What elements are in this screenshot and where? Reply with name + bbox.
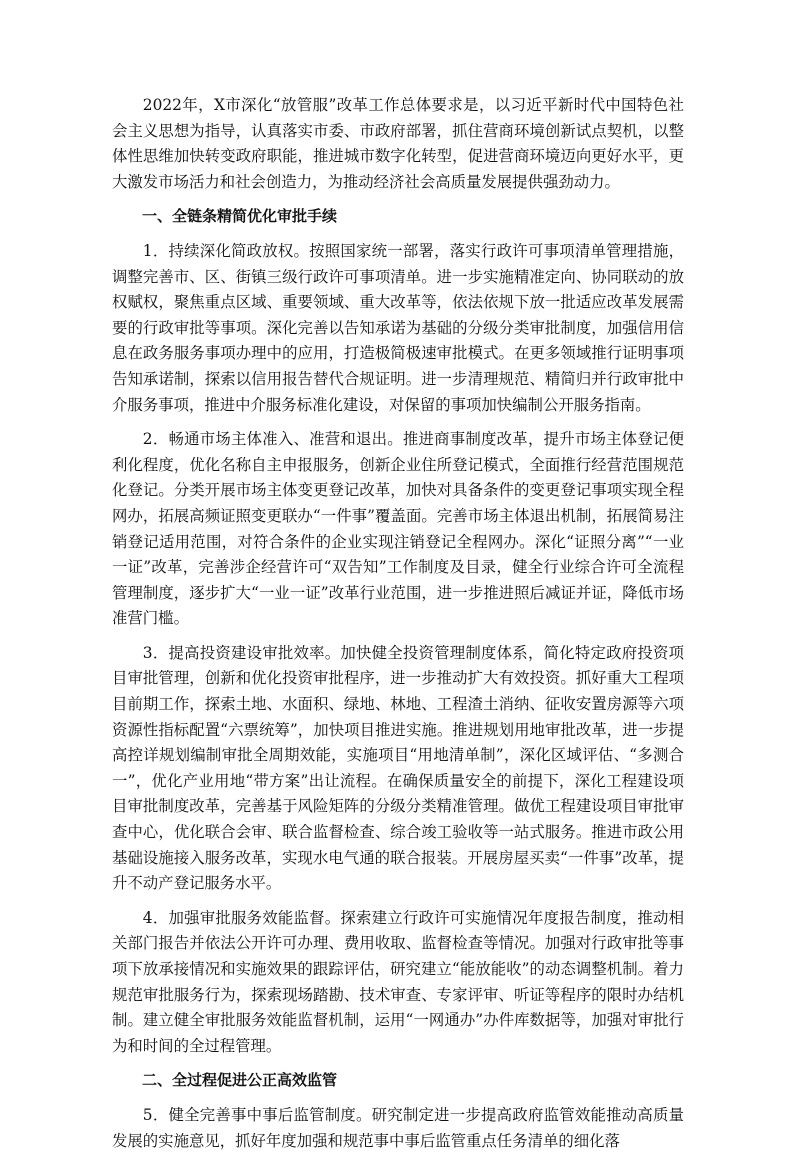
section-heading-1: 一、全链条精简优化审批手续 bbox=[142, 207, 338, 226]
document-page bbox=[112, 93, 684, 1163]
paragraph-item-4: 4．加强审批服务效能监督。探索建立行政许可实施情况年度报告制度，推动相关部门报告并依法公开许可办理、费用收取、监督检查等情况。加强对行政审批等事项下放承接情况和实施效果的跟踪评估，研究建立“能放能收”的动态调整机制。着力规范审批服务行为，探索现场踏勘、技术审查、专家评审、听证等程序的限时办结机制。建立健全审批服务效能监督机制，运用“一网通办”办件库数据等，加强对审批行为和时间的全过程管理。 bbox=[112, 908, 684, 1055]
paragraph-item-2: 2．畅通市场主体准入、准营和退出。推进商事制度改革，提升市场主体登记便利化程度，优化名称自主申报服务，创新企业住所登记模式，全面推行经营范围规范化登记。分类开展市场主体变更登记改革，加快对具备条件的变更登记事项实现全程网办，拓展高频证照变更联办“一件事”覆盖面。完善市场主体退出机制，拓展简易注销登记适用范围，对符合条件的企业实现注销登记全程网办。深化“证照分离”“一业一证”改革，完善涉企经营许可“双告知”工作制度及目录，健全行业综合许可全流程管理制度，逐步扩大“一业一证”改革行业范围，进一步推进照后减证并证，降低市场准营门槛。 bbox=[112, 430, 684, 628]
paragraph-item-3: 3．提高投资建设审批效率。加快健全投资管理制度体系，简化特定政府投资项目审批管理，创新和优化投资审批程序，进一步推动扩大有效投资。抓好重大工程项目前期工作，探索土地、水面积、绿地、林地、工程渣土消纳、征收安置房源等六项资源性指标配置“六票统筹”，加快项目推进实施。推进规划用地审批改革，进一步提高控详规划编制审批全周期效能，实施项目“用地清单制”，深化区域评估、“多测合一”，优化产业用地“带方案”出让流程。在确保质量安全的前提下，深化工程建设项目审批制度改革，完善基于风险矩阵的分级分类精准管理。做优工程建设项目审批审查中心，优化联合会审、联合监督检查、综合竣工验收等一站式服务。推进市政公用基础设施接入服务改革，实现水电气通的联合报装。开展房屋买卖“一件事”改革，提升不动产登记服务水平。 bbox=[112, 643, 684, 893]
paragraph-item-1: 1．持续深化简政放权。按照国家统一部署，落实行政许可事项清单管理措施，调整完善市、区、街镇三级行政许可事项清单。进一步实施精准定向、协同联动的放权赋权，聚焦重点区域、重要领域、重大改革等，依法依规下放一批适应改革发展需要的行政审批等事项。深化完善以告知承诺为基础的分级分类审批制度，加强信用信息在政务服务事项办理中的应用，打造极简极速审批模式。在更多领域推行证明事项告知承诺制，探索以信用报告替代合规证明。进一步清理规范、精简归并行政审批中介服务事项，推进中介服务标准化建设，对保留的事项加快编制公开服务指南。 bbox=[112, 241, 684, 414]
paragraph-item-5: 5．健全完善事中事后监管制度。研究制定进一步提高政府监管效能推动高质量发展的实施意见，抓好年度加强和规范事中事后监管重点任务清单的细化落 bbox=[112, 1105, 684, 1150]
intro-paragraph: 2022年，X市深化“放管服”改革工作总体要求是，以习近平新时代中国特色社会主义思想为指导，认真落实市委、市政府部署，抓住营商环境创新试点契机，以整体性思维加快转变政府职能，推进城市数字化转型，促进营商环境迈向更好水平，更大激发市场活力和社会创造力，为推动经济社会高质量发展提供强劲动力。 bbox=[112, 96, 684, 191]
section-heading-2: 二、全过程促进公正高效监管 bbox=[142, 1071, 338, 1090]
